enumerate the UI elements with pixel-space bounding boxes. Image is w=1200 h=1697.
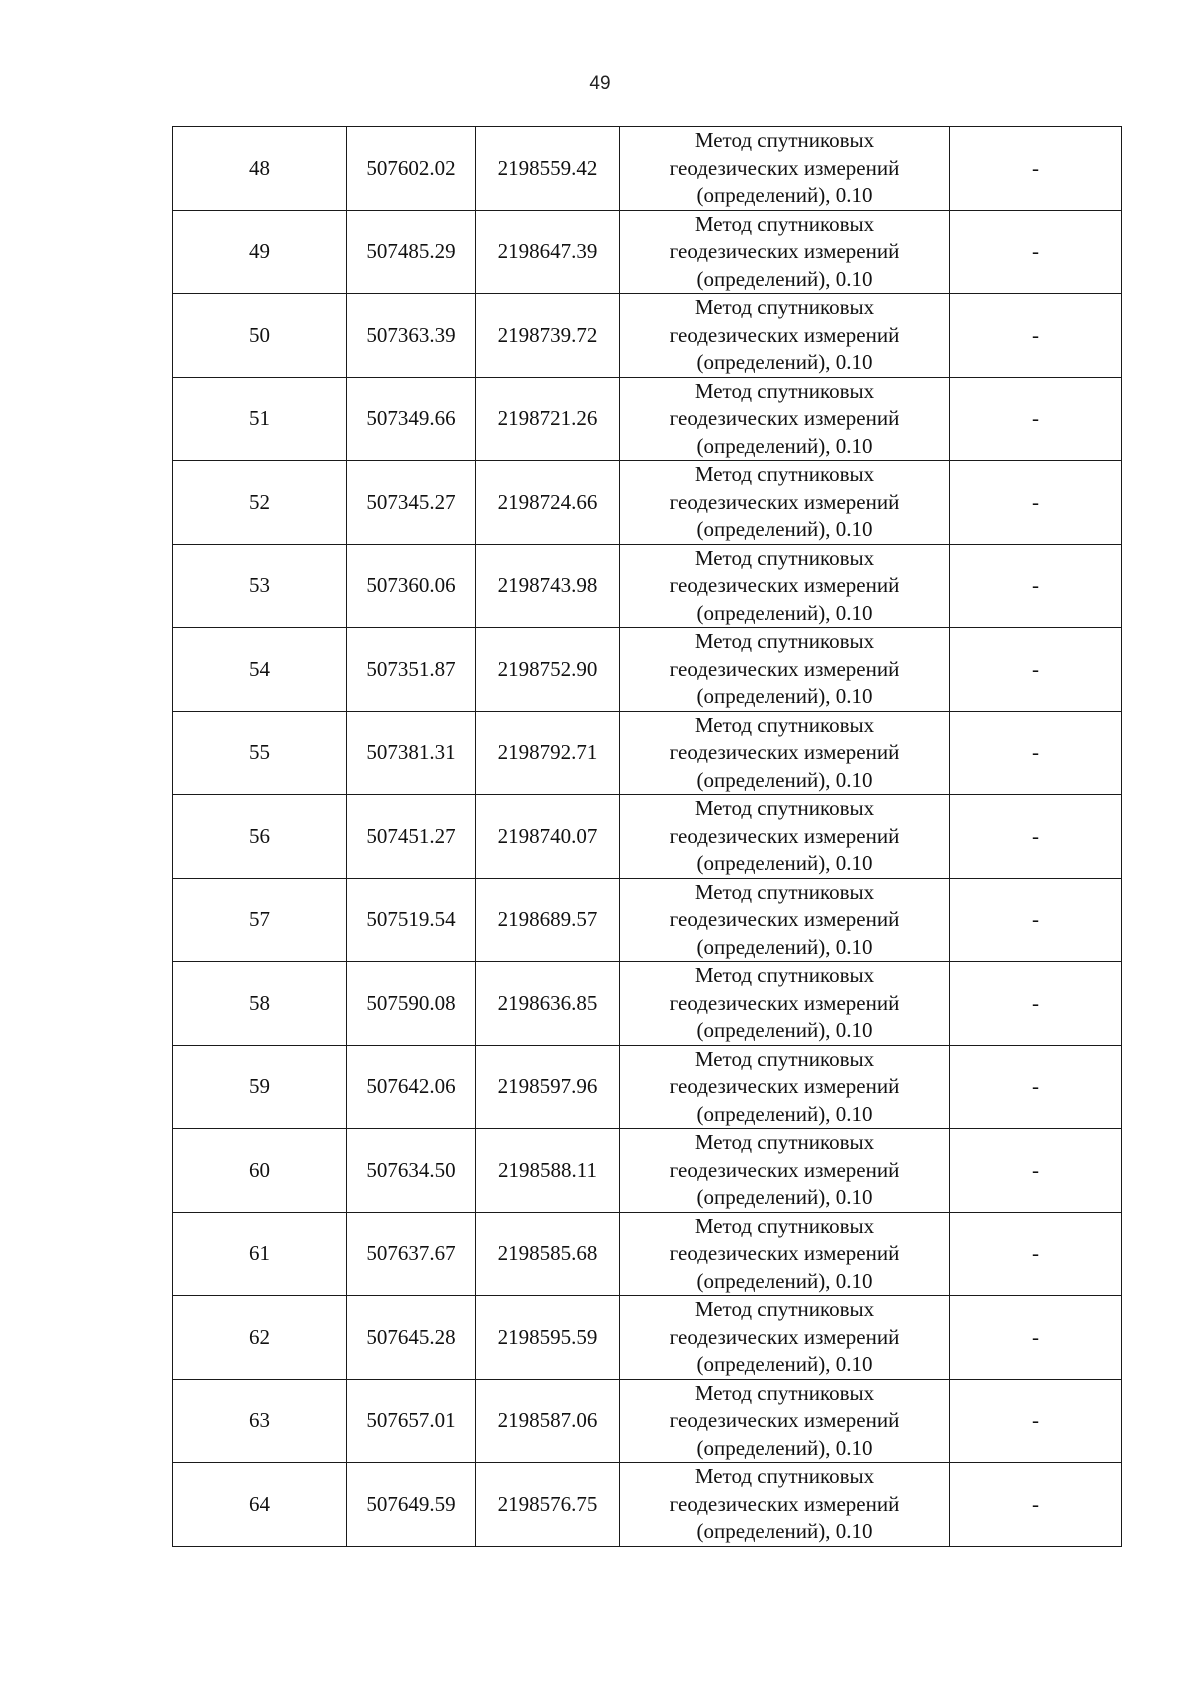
method-text-line: геодезических измерений bbox=[669, 239, 900, 263]
x-coordinate-cell: 507363.39 bbox=[347, 294, 476, 378]
method-text-line: (определений), 0.10 bbox=[696, 934, 873, 959]
table-row bbox=[173, 127, 1122, 211]
method-text-line: геодезических измерений bbox=[669, 489, 900, 514]
note-cell: - bbox=[950, 210, 1122, 294]
table-row bbox=[173, 1212, 1122, 1296]
coordinates-table bbox=[172, 126, 1122, 1547]
method-text-line: геодезических измерений bbox=[669, 1241, 900, 1265]
note-cell: - bbox=[950, 1379, 1122, 1463]
note-cell: - bbox=[950, 544, 1122, 628]
note-cell: - bbox=[950, 461, 1122, 545]
note-cell: - bbox=[950, 1296, 1122, 1380]
y-coordinate-cell: 2198647.39 bbox=[476, 210, 620, 294]
y-coordinate-cell: 2198585.68 bbox=[476, 1212, 620, 1296]
point-number-cell: 62 bbox=[173, 1296, 347, 1380]
method-text-line: Метод спутниковых bbox=[694, 211, 875, 236]
method-text-line: (определений), 0.10 bbox=[696, 433, 873, 458]
method-text-line: (определений), 0.10 bbox=[696, 266, 873, 291]
method-cell bbox=[620, 1296, 950, 1380]
point-number-cell: 58 bbox=[173, 962, 347, 1046]
table-row bbox=[173, 461, 1122, 545]
method-cell bbox=[620, 878, 950, 962]
method-cell bbox=[620, 1045, 950, 1129]
x-coordinate-cell: 507351.87 bbox=[347, 628, 476, 712]
method-text-line: (определений), 0.10 bbox=[696, 1101, 873, 1126]
table-row bbox=[173, 1045, 1122, 1129]
method-cell bbox=[620, 1463, 950, 1547]
note-cell: - bbox=[950, 1212, 1122, 1296]
x-coordinate-cell: 507360.06 bbox=[347, 544, 476, 628]
x-coordinate-cell: 507485.29 bbox=[347, 210, 476, 294]
x-coordinate-cell: 507381.31 bbox=[347, 711, 476, 795]
method-text-line: Метод спутниковых bbox=[694, 629, 875, 653]
method-text-line: Метод спутниковых bbox=[694, 1297, 875, 1321]
x-coordinate-cell: 507634.50 bbox=[347, 1129, 476, 1213]
y-coordinate-cell: 2198588.11 bbox=[476, 1129, 620, 1213]
y-coordinate-cell: 2198792.71 bbox=[476, 711, 620, 795]
method-cell bbox=[620, 127, 950, 211]
method-text-line: геодезических измерений bbox=[669, 656, 900, 681]
method-cell bbox=[620, 628, 950, 712]
note-cell: - bbox=[950, 962, 1122, 1046]
method-text-line: (определений), 0.10 bbox=[696, 684, 873, 708]
point-number-cell: 53 bbox=[173, 544, 347, 628]
method-text-line: Метод спутниковых bbox=[694, 796, 875, 820]
method-cell bbox=[620, 1212, 950, 1296]
y-coordinate-cell: 2198724.66 bbox=[476, 461, 620, 545]
method-text-line: (определений), 0.10 bbox=[696, 1435, 873, 1460]
method-text-line: (определений), 0.10 bbox=[696, 350, 873, 374]
method-text-line: Метод спутниковых bbox=[694, 378, 875, 403]
method-text-line: геодезических измерений bbox=[669, 990, 900, 1015]
method-text-line: геодезических измерений bbox=[669, 1324, 900, 1349]
note-cell: - bbox=[950, 628, 1122, 712]
method-text-line: Метод спутниковых bbox=[694, 545, 875, 570]
point-number-cell: 64 bbox=[173, 1463, 347, 1547]
y-coordinate-cell: 2198595.59 bbox=[476, 1296, 620, 1380]
table-row bbox=[173, 294, 1122, 378]
method-text-line: геодезических измерений bbox=[669, 740, 900, 764]
point-number-cell: 56 bbox=[173, 795, 347, 879]
method-text-line: (определений), 0.10 bbox=[696, 1268, 873, 1293]
note-cell: - bbox=[950, 1463, 1122, 1547]
method-text-line: Метод спутниковых bbox=[694, 295, 875, 319]
y-coordinate-cell: 2198559.42 bbox=[476, 127, 620, 211]
method-cell bbox=[620, 962, 950, 1046]
method-text-line: Метод спутниковых bbox=[694, 879, 875, 904]
point-number-cell: 55 bbox=[173, 711, 347, 795]
note-cell: - bbox=[950, 377, 1122, 461]
point-number-cell: 49 bbox=[173, 210, 347, 294]
method-text-line: Метод спутниковых bbox=[694, 1380, 875, 1405]
point-number-cell: 63 bbox=[173, 1379, 347, 1463]
x-coordinate-cell: 507451.27 bbox=[347, 795, 476, 879]
y-coordinate-cell: 2198576.75 bbox=[476, 1463, 620, 1547]
table-row bbox=[173, 962, 1122, 1046]
method-text-line: Метод спутниковых bbox=[694, 1464, 875, 1488]
x-coordinate-cell: 507519.54 bbox=[347, 878, 476, 962]
method-cell bbox=[620, 711, 950, 795]
coordinates-table-body bbox=[173, 127, 1122, 1547]
method-cell bbox=[620, 461, 950, 545]
table-row bbox=[173, 210, 1122, 294]
note-cell: - bbox=[950, 127, 1122, 211]
method-text-line: (определений), 0.10 bbox=[696, 1018, 873, 1042]
method-text-line: геодезических измерений bbox=[669, 573, 900, 597]
note-cell: - bbox=[950, 878, 1122, 962]
y-coordinate-cell: 2198636.85 bbox=[476, 962, 620, 1046]
method-text-line: геодезических измерений bbox=[669, 322, 900, 347]
method-cell bbox=[620, 1379, 950, 1463]
method-text-line: Метод спутниковых bbox=[694, 1046, 875, 1071]
method-cell bbox=[620, 795, 950, 879]
point-number-cell: 61 bbox=[173, 1212, 347, 1296]
y-coordinate-cell: 2198752.90 bbox=[476, 628, 620, 712]
point-number-cell: 59 bbox=[173, 1045, 347, 1129]
method-text-line: геодезических измерений bbox=[669, 907, 900, 931]
method-text-line: геодезических измерений bbox=[669, 1408, 900, 1432]
method-text-line: Метод спутниковых bbox=[694, 128, 875, 152]
table-row bbox=[173, 1379, 1122, 1463]
note-cell: - bbox=[950, 294, 1122, 378]
point-number-cell: 54 bbox=[173, 628, 347, 712]
x-coordinate-cell: 507649.59 bbox=[347, 1463, 476, 1547]
point-number-cell: 48 bbox=[173, 127, 347, 211]
y-coordinate-cell: 2198740.07 bbox=[476, 795, 620, 879]
method-text-line: Метод спутниковых bbox=[694, 963, 875, 987]
y-coordinate-cell: 2198721.26 bbox=[476, 377, 620, 461]
method-text-line: (определений), 0.10 bbox=[696, 517, 873, 541]
method-cell bbox=[620, 294, 950, 378]
table-row bbox=[173, 795, 1122, 879]
method-text-line: геодезических измерений bbox=[669, 155, 900, 180]
page-number: 49 bbox=[589, 73, 611, 94]
table-row bbox=[173, 1129, 1122, 1213]
y-coordinate-cell: 2198587.06 bbox=[476, 1379, 620, 1463]
y-coordinate-cell: 2198743.98 bbox=[476, 544, 620, 628]
method-text-line: (определений), 0.10 bbox=[696, 1519, 873, 1543]
method-text-line: геодезических измерений bbox=[669, 1157, 900, 1182]
x-coordinate-cell: 507345.27 bbox=[347, 461, 476, 545]
table-row bbox=[173, 1296, 1122, 1380]
method-text-line: Метод спутниковых bbox=[694, 462, 875, 486]
x-coordinate-cell: 507642.06 bbox=[347, 1045, 476, 1129]
table-row bbox=[173, 711, 1122, 795]
note-cell: - bbox=[950, 1045, 1122, 1129]
table-row bbox=[173, 878, 1122, 962]
x-coordinate-cell: 507657.01 bbox=[347, 1379, 476, 1463]
method-text-line: (определений), 0.10 bbox=[696, 183, 873, 207]
method-text-line: геодезических измерений bbox=[669, 1491, 900, 1516]
method-cell bbox=[620, 1129, 950, 1213]
method-text-line: (определений), 0.10 bbox=[696, 1352, 873, 1376]
x-coordinate-cell: 507590.08 bbox=[347, 962, 476, 1046]
method-text-line: (определений), 0.10 bbox=[696, 600, 873, 625]
table-row bbox=[173, 1463, 1122, 1547]
y-coordinate-cell: 2198739.72 bbox=[476, 294, 620, 378]
method-text-line: Метод спутниковых bbox=[694, 1130, 875, 1154]
point-number-cell: 52 bbox=[173, 461, 347, 545]
method-text-line: (определений), 0.10 bbox=[696, 851, 873, 875]
method-text-line: Метод спутниковых bbox=[694, 1213, 875, 1238]
method-text-line: геодезических измерений bbox=[669, 406, 900, 430]
method-text-line: Метод спутниковых bbox=[694, 712, 875, 737]
note-cell: - bbox=[950, 795, 1122, 879]
method-text-line: геодезических измерений bbox=[669, 1074, 900, 1098]
method-text-line: (определений), 0.10 bbox=[696, 767, 873, 792]
method-cell bbox=[620, 377, 950, 461]
x-coordinate-cell: 507602.02 bbox=[347, 127, 476, 211]
table-row bbox=[173, 544, 1122, 628]
y-coordinate-cell: 2198689.57 bbox=[476, 878, 620, 962]
point-number-cell: 50 bbox=[173, 294, 347, 378]
y-coordinate-cell: 2198597.96 bbox=[476, 1045, 620, 1129]
point-number-cell: 57 bbox=[173, 878, 347, 962]
x-coordinate-cell: 507645.28 bbox=[347, 1296, 476, 1380]
note-cell: - bbox=[950, 711, 1122, 795]
table-row bbox=[173, 628, 1122, 712]
method-cell bbox=[620, 544, 950, 628]
note-cell: - bbox=[950, 1129, 1122, 1213]
point-number-cell: 60 bbox=[173, 1129, 347, 1213]
x-coordinate-cell: 507637.67 bbox=[347, 1212, 476, 1296]
method-text-line: геодезических измерений bbox=[669, 823, 900, 848]
x-coordinate-cell: 507349.66 bbox=[347, 377, 476, 461]
method-cell bbox=[620, 210, 950, 294]
table-row bbox=[173, 377, 1122, 461]
method-text-line: (определений), 0.10 bbox=[696, 1185, 873, 1209]
point-number-cell: 51 bbox=[173, 377, 347, 461]
